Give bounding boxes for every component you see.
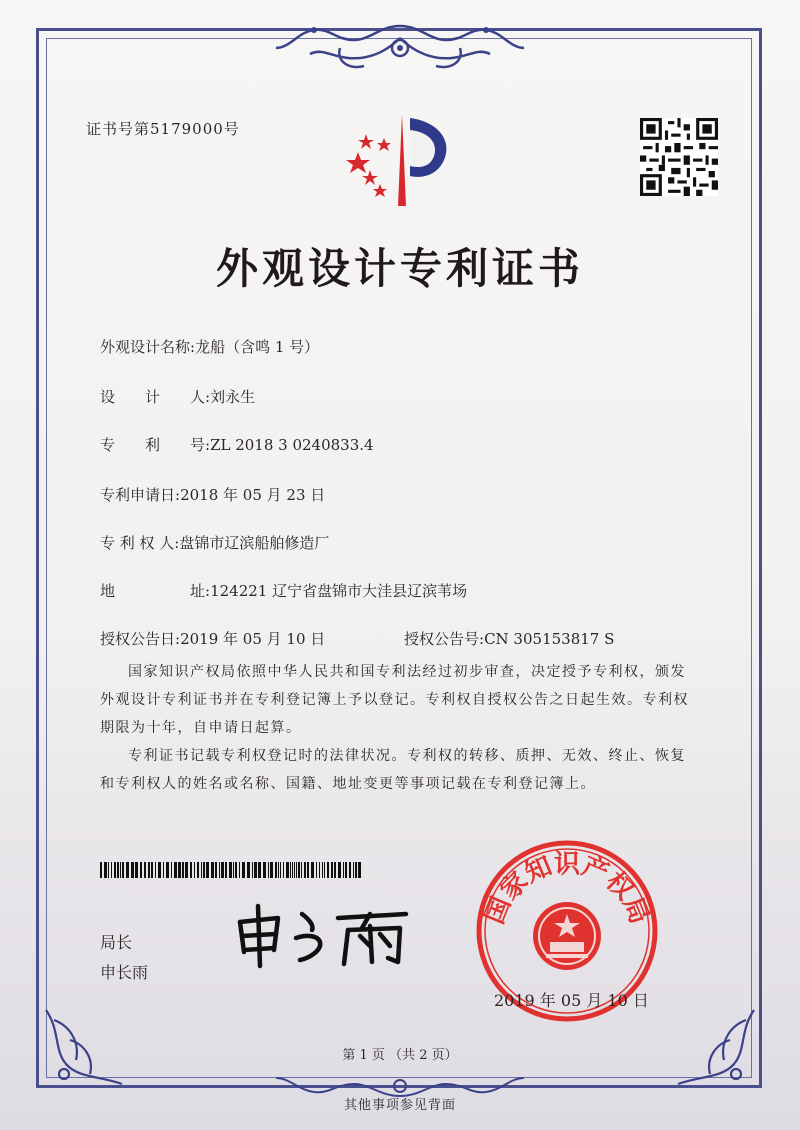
grant-date-field — [100, 628, 325, 649]
designer-field — [100, 386, 255, 407]
grant-date-value: 2019 年 05 月 10 日 — [180, 630, 326, 648]
top-ornament-icon — [270, 18, 530, 80]
design-name-field — [100, 336, 319, 357]
filing-date-field — [100, 484, 325, 505]
grant-date-label: 授权公告日: — [100, 630, 181, 648]
address-label: 地 址: — [100, 582, 211, 600]
director-name: 申长雨 — [100, 963, 149, 982]
document-title: 外观设计专利证书 — [215, 244, 584, 293]
patentee-label: 专 利 权 人: — [100, 534, 180, 552]
patent-number-field — [100, 434, 374, 455]
filing-date-label: 专利申请日: — [100, 486, 181, 504]
director-title: 局长 — [100, 933, 133, 952]
patentee-value: 盘锦市辽滨船舶修造厂 — [179, 534, 330, 552]
body-paragraph: 专利证书记载专利权登记时的法律状况。专利权的转移、质押、无效、终止、恢复和专利权人的姓名或名称、国籍、地址变更等事项记载在专利登记簿上。 — [100, 748, 686, 792]
barcode-icon — [100, 862, 362, 878]
design-name-value: 龙船（含鸣 1 号） — [195, 338, 320, 356]
design-name-label: 外观设计名称: — [100, 338, 196, 356]
patent-office-emblem-icon — [340, 108, 460, 208]
grant-number-label: 授权公告号: — [404, 630, 485, 648]
address-field — [100, 580, 467, 601]
footer-note: 其他事项参见背面 — [343, 1098, 456, 1113]
page-number: 第 1 页 （共 2 页） — [342, 1048, 458, 1063]
grant-number-field — [404, 628, 614, 649]
patent-number-label: 专 利 号: — [100, 436, 211, 454]
certificate-number: 证书号第5179000号 — [86, 120, 240, 138]
designer-label: 设 计 人: — [100, 388, 211, 406]
seal-date: 2019 年 05 月 10 日 — [494, 991, 649, 1010]
address-value: 124221 辽宁省盘锦市大洼县辽滨苇场 — [210, 582, 468, 600]
designer-value: 刘永生 — [210, 388, 256, 406]
qr-code-icon — [640, 118, 718, 196]
filing-date-value: 2018 年 05 月 23 日 — [180, 486, 326, 504]
body-paragraph: 国家知识产权局依照中华人民共和国专利法经过初步审查，决定授予专利权，颁发外观设计专利证书并在专利登记簿上予以登记。专利权自授权公告之日起生效。专利权期限为十年，自申请日起算。 — [100, 664, 689, 736]
grant-number-value: CN 305153817 S — [484, 630, 615, 648]
seal-text: 国家知识产权局 — [479, 849, 655, 929]
patentee-field — [100, 532, 329, 553]
patent-number-value: ZL 2018 3 0240833.4 — [210, 436, 374, 454]
director-signature — [230, 900, 420, 970]
